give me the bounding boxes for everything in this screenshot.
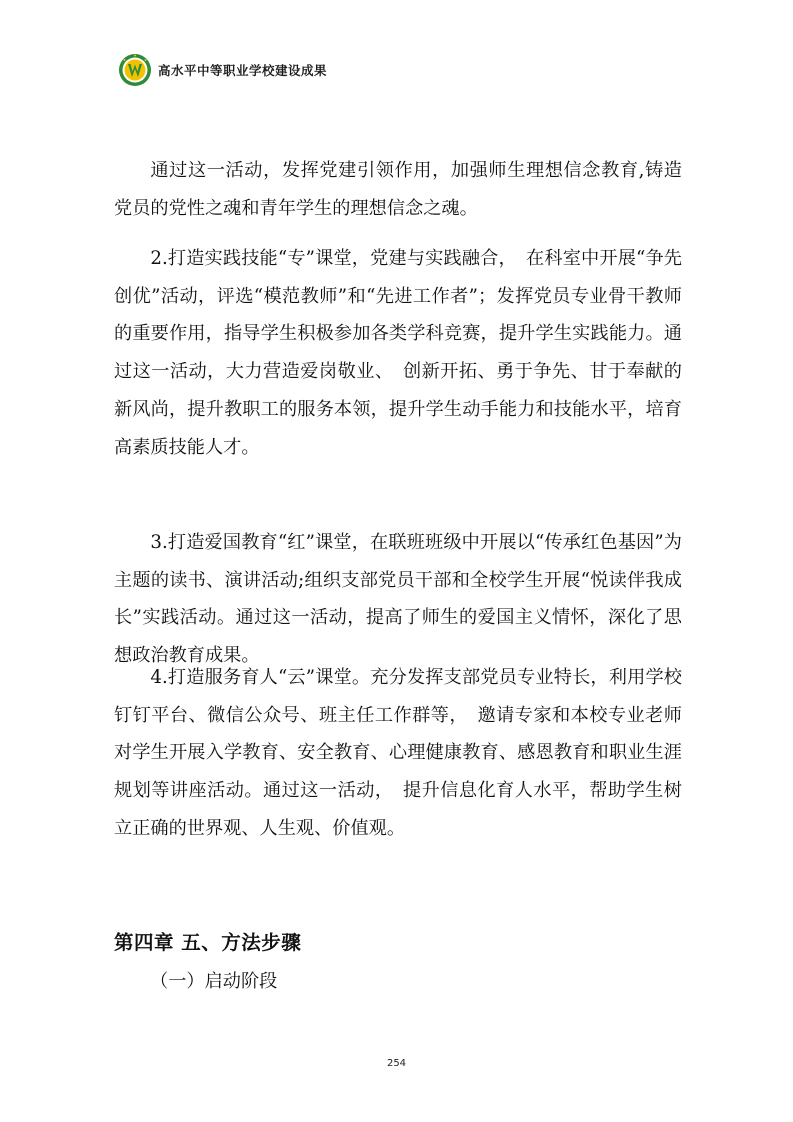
paragraph-2: 2.打造实践技能“专”课堂，党建与实践融合， 在科室中开展“争先创优”活动，评选“模范教师”和“先进工作者”；发挥党员专业骨干教师的重要作用，指导学生积极参加各类学科竞赛，提升学生实践能力。通过这一活动，大力营造爱岗敬业、 创新开拓、勇于争先、甘于奉献的新风尚，提升教职工的服务本领，提升学生动手能力和技能水平，培育高素质技能人才。: [114, 248, 682, 458]
section-subheading: （一）启动阶段: [150, 971, 278, 992]
paragraph-3: 3.打造爱国教育“红”课堂，在联班班级中开展以“传承红色基因”为主题的读书、演讲活动;组织支部党员干部和全校学生开展“悦读伴我成长”实践活动。通过这一活动，提高了师生的爱国主义情怀，深化了思想政治教育成果。: [114, 532, 682, 667]
header-title: 高水平中等职业学校建设成果: [158, 63, 328, 78]
paragraph-4: 4.打造服务育人“云”课堂。充分发挥支部党员专业特长，利用学校钉钉平台、微信公众号、班主任工作群等， 邀请专家和本校专业老师对学生开展入学教育、安全教育、心理健康教育、感恩教育和职业生涯规划等讲座活动。通过这一活动， 提升信息化育人水平，帮助学生树立正确的世界观、人生观、价值观。: [114, 667, 682, 839]
paragraph-1: 通过这一活动，发挥党建引领作用，加强师生理想信念教育,铸造党员的党性之魂和青年学生的理想信念之魂。: [114, 160, 682, 219]
page-number: 254: [386, 1058, 407, 1069]
school-emblem-icon: [118, 53, 152, 87]
page-header: [118, 52, 327, 88]
chapter-heading: 第四章 五、方法步骤: [114, 931, 302, 954]
